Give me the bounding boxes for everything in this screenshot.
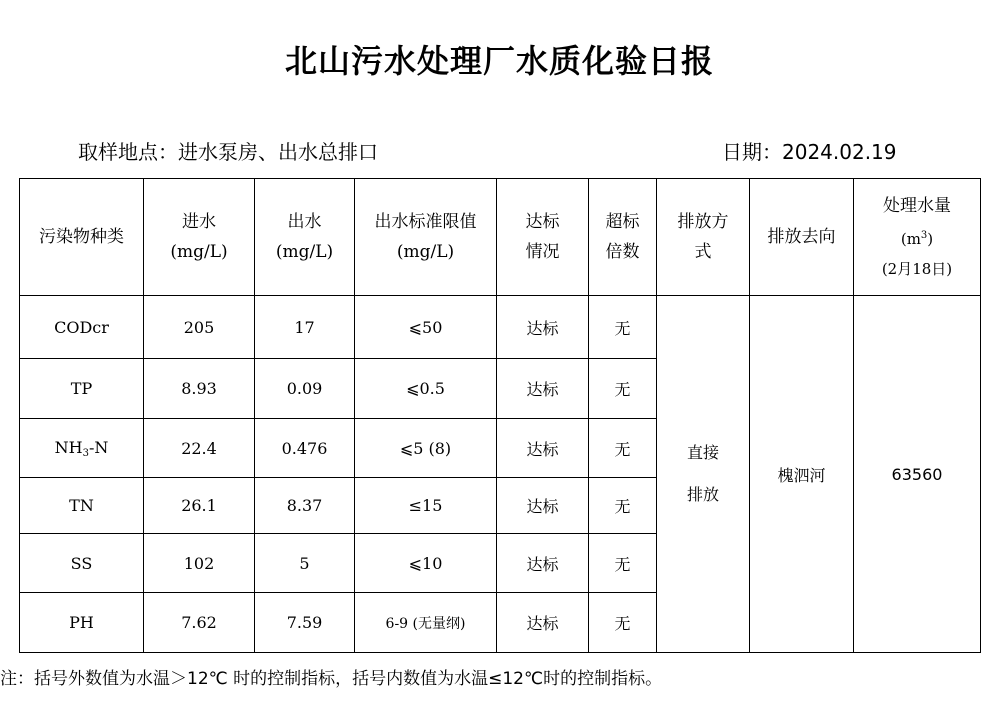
water-quality-table: [19, 178, 981, 653]
compliance-status: 达标: [497, 296, 589, 359]
outflow-value: 7.59: [255, 593, 355, 653]
exceed-multiple: 无: [589, 478, 657, 534]
outflow-value: 5: [255, 534, 355, 593]
pollutant-name: SS: [20, 534, 144, 593]
pollutant-name: $NH_3-N$: [20, 419, 144, 478]
compliance-status: 达标: [497, 534, 589, 593]
outflow-value: 0.476: [255, 419, 355, 478]
inflow-value: 205: [144, 296, 255, 359]
outflow-value: 8.37: [255, 478, 355, 534]
outflow-value: 17: [255, 296, 355, 359]
compliance-status: 达标: [497, 478, 589, 534]
exceed-multiple: 无: [589, 534, 657, 593]
inflow-value: 26.1: [144, 478, 255, 534]
exceed-multiple: 无: [589, 593, 657, 653]
report-date: 日期：2024.02.19: [722, 140, 897, 164]
table-row: [20, 296, 981, 359]
inflow-value: 7.62: [144, 593, 255, 653]
header-inflow: 进水 (mg/L): [144, 179, 255, 296]
limit-value: ⩽10: [355, 534, 497, 593]
limit-value: ⩽5 (8): [355, 419, 497, 478]
compliance-status: 达标: [497, 593, 589, 653]
header-method: 排放方 式: [657, 179, 750, 296]
pollutant-name: TP: [20, 359, 144, 419]
exceed-multiple: 无: [589, 296, 657, 359]
report-title: 北山污水处理厂水质化验日报: [284, 42, 714, 80]
inflow-value: 22.4: [144, 419, 255, 478]
header-destination: 排放去向: [750, 179, 854, 296]
limit-value: ⩽0.5: [355, 359, 497, 419]
header-volume: 处理水量 $(m^3)$ (2月18日): [854, 179, 981, 296]
inflow-value: 102: [144, 534, 255, 593]
sampling-location: 取样地点：进水泵房、出水总排口: [78, 140, 378, 164]
pollutant-name: PH: [20, 593, 144, 653]
header-exceed: 超标 倍数: [589, 179, 657, 296]
pollutant-name: TN: [20, 478, 144, 534]
footnote: 注：括号外数值为水温＞12℃ 时的控制指标，括号内数值为水温≤12℃时的控制指标。: [0, 669, 663, 689]
header-limit: 出水标准限值 (mg/L): [355, 179, 497, 296]
outflow-value: 0.09: [255, 359, 355, 419]
header-row: [20, 179, 981, 296]
inflow-value: 8.93: [144, 359, 255, 419]
limit-value: ≤15: [355, 478, 497, 534]
limit-value: ⩽50: [355, 296, 497, 359]
treated-volume: 63560: [854, 296, 981, 653]
compliance-status: 达标: [497, 359, 589, 419]
header-compliance: 达标 情况: [497, 179, 589, 296]
limit-value: 6-9 (无量纲): [355, 593, 497, 653]
discharge-destination: 槐泗河: [750, 296, 854, 653]
exceed-multiple: 无: [589, 419, 657, 478]
exceed-multiple: 无: [589, 359, 657, 419]
header-outflow: 出水 (mg/L): [255, 179, 355, 296]
header-pollutant: 污染物种类: [20, 179, 144, 296]
discharge-method: 直接 排放: [657, 296, 750, 653]
compliance-status: 达标: [497, 419, 589, 478]
pollutant-name: CODcr: [20, 296, 144, 359]
